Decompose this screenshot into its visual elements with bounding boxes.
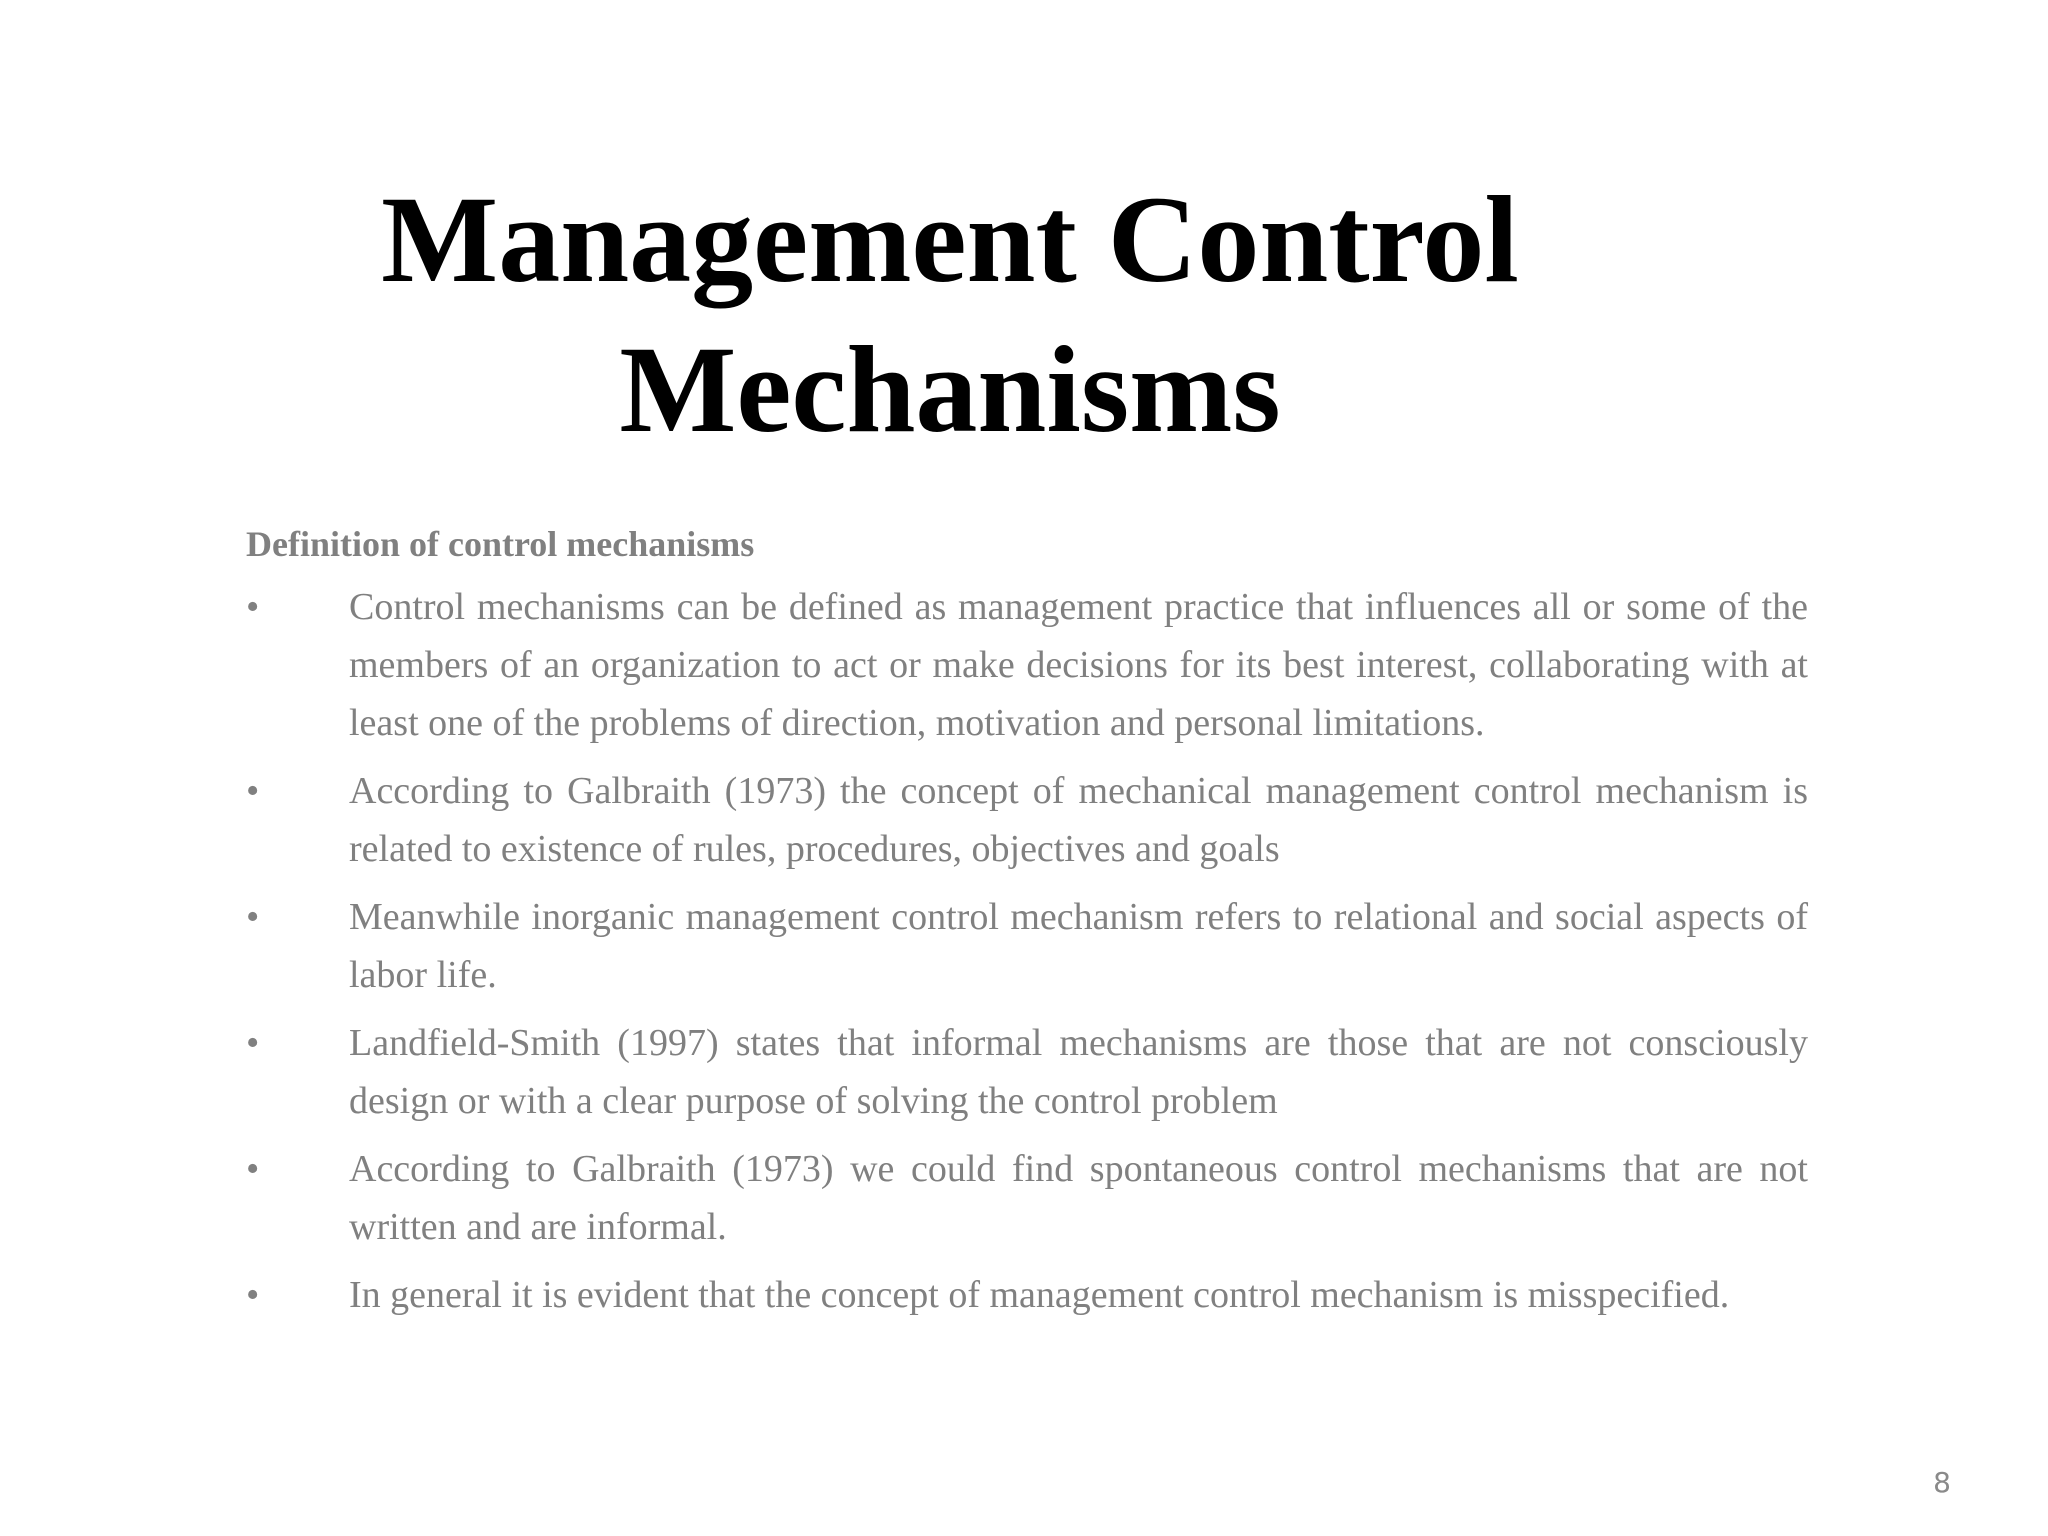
bullet-item xyxy=(246,1140,1808,1256)
bullet-item xyxy=(246,1014,1808,1130)
bullet-text: Landfield-Smith (1997) states that informal mechanisms are those that are not consciously design or with a clear purpose of solving the control problem xyxy=(349,1022,1808,1122)
bullet-text: In general it is evident that the concept of management control mechanism is misspecified. xyxy=(349,1274,1730,1316)
bullet-icon: • xyxy=(246,1274,260,1316)
bullet-text: According to Galbraith (1973) the concept of mechanical management control mechanism is related to existence of rules, procedures, objectives and goals xyxy=(349,770,1808,870)
bullet-item xyxy=(246,888,1808,1004)
slide-title: Management Control Mechanisms xyxy=(381,171,1519,458)
bullet-icon: • xyxy=(246,770,260,812)
bullet-icon: • xyxy=(246,896,260,938)
page-number: 8 xyxy=(1933,1466,1951,1499)
bullet-item xyxy=(246,1266,1808,1324)
bullet-icon: • xyxy=(246,1148,260,1190)
subheading: Definition of control mechanisms xyxy=(246,524,755,564)
slide-body xyxy=(246,520,1808,1334)
bullet-text: Control mechanisms can be defined as management practice that influences all or some of the members of an organization to act or make decisions for its best interest, collaborating with at least one of the problems of direction, motivation and personal limitations. xyxy=(349,586,1808,744)
bullet-item xyxy=(246,762,1808,878)
bullet-text: According to Galbraith (1973) we could find spontaneous control mechanisms that are not written and are informal. xyxy=(349,1148,1808,1248)
bullet-item xyxy=(246,578,1808,752)
bullet-icon: • xyxy=(246,586,260,628)
bullet-list xyxy=(246,578,1808,1324)
bullet-icon: • xyxy=(246,1022,260,1064)
bullet-text: Meanwhile inorganic management control mechanism refers to relational and social aspects of labor life. xyxy=(349,896,1808,996)
